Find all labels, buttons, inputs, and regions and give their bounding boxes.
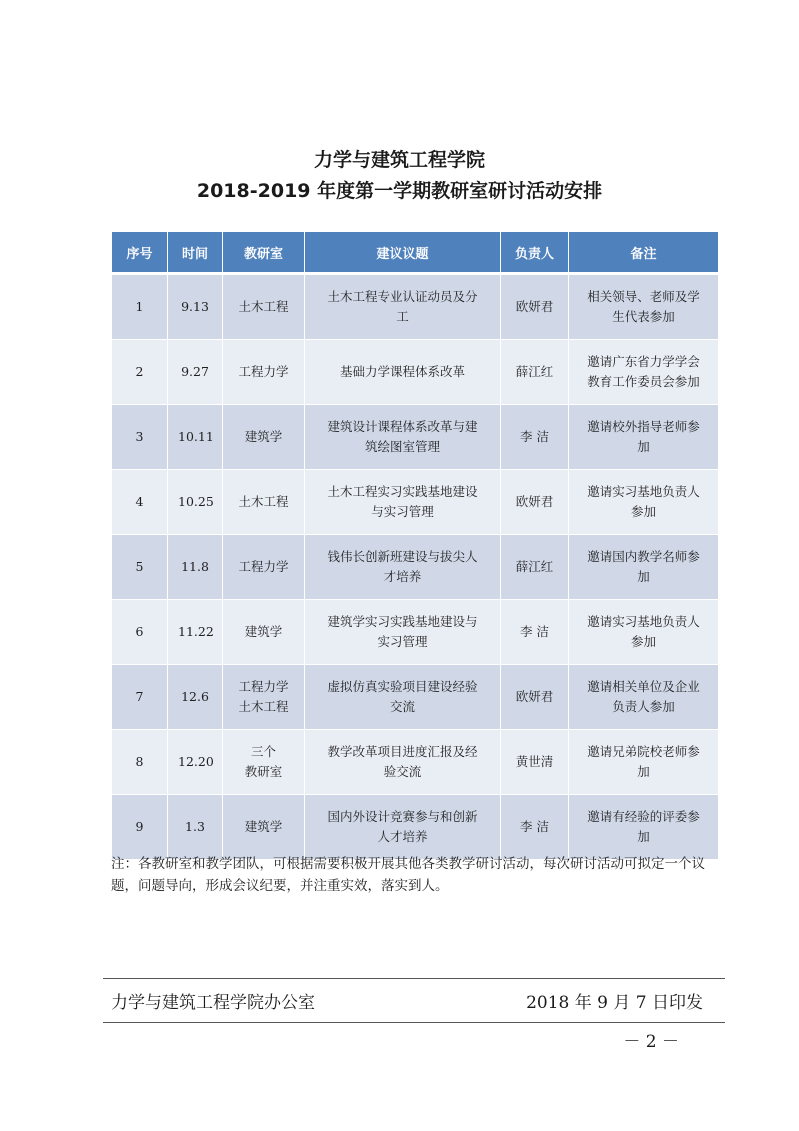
table-note: 注：各教研室和教学团队，可根据需要积极开展其他各类教学研讨活动，每次研讨活动可拟定一个议题，问题导向，形成会议纪要，并注重实效，落实到人。: [111, 856, 705, 894]
cell-remark: 邀请相关单位及企业 负责人参加: [569, 665, 719, 730]
cell-topic: 教学改革项目进度汇报及经 验交流: [305, 730, 501, 795]
cell-office: 工程力学: [223, 340, 305, 405]
cell-office: 工程力学 土木工程: [223, 665, 305, 730]
cell-owner: 李 洁: [501, 405, 569, 470]
cell-date: 12.20: [168, 730, 223, 795]
cell-remark: 邀请国内教学名师参 加: [569, 535, 719, 600]
cell-remark: 邀请实习基地负责人 参加: [569, 470, 719, 535]
cell-topic: 国内外设计竞赛参与和创新 人才培养: [305, 795, 501, 860]
cell-date: 11.22: [168, 600, 223, 665]
cell-remark: 相关领导、老师及学 生代表参加: [569, 274, 719, 340]
table-row: [112, 470, 719, 535]
table-row: [112, 405, 719, 470]
page-number: － 2 －: [623, 1032, 679, 1052]
footer-top-rule: [103, 978, 725, 979]
cell-owner: 黄世清: [501, 730, 569, 795]
cell-no: 1: [112, 274, 168, 340]
table-row: [112, 535, 719, 600]
table-row: [112, 730, 719, 795]
cell-date: 11.8: [168, 535, 223, 600]
table-row: [112, 274, 719, 340]
cell-office: 建筑学: [223, 405, 305, 470]
cell-owner: 薛江红: [501, 340, 569, 405]
cell-date: 10.25: [168, 470, 223, 535]
table-row: [112, 340, 719, 405]
cell-remark: 邀请有经验的评委参 加: [569, 795, 719, 860]
cell-topic: 基础力学课程体系改革: [305, 340, 501, 405]
header-owner: 负责人: [501, 232, 569, 274]
header-remark: 备注: [569, 232, 719, 274]
header-date: 时间: [168, 232, 223, 274]
cell-owner: 欧妍君: [501, 665, 569, 730]
cell-topic: 建筑设计课程体系改革与建 筑绘图室管理: [305, 405, 501, 470]
cell-topic: 建筑学实习实践基地建设与 实习管理: [305, 600, 501, 665]
document-title: 力学与建筑工程学院: [313, 149, 485, 171]
cell-remark: 邀请校外指导老师参 加: [569, 405, 719, 470]
cell-remark: 邀请兄弟院校老师参 加: [569, 730, 719, 795]
cell-owner: 李 洁: [501, 795, 569, 860]
cell-office: 建筑学: [223, 600, 305, 665]
table-row: [112, 600, 719, 665]
cell-no: 7: [112, 665, 168, 730]
header-topic: 建议议题: [305, 232, 501, 274]
footer-bottom-rule: [103, 1022, 725, 1023]
footer-issuer: 力学与建筑工程学院办公室: [111, 993, 315, 1013]
cell-office: 土木工程: [223, 274, 305, 340]
cell-topic: 土木工程专业认证动员及分 工: [305, 274, 501, 340]
cell-owner: 欧妍君: [501, 470, 569, 535]
cell-no: 9: [112, 795, 168, 860]
cell-date: 12.6: [168, 665, 223, 730]
document-subtitle: 2018-2019 年度第一学期教研室研讨活动安排: [196, 180, 603, 202]
cell-owner: 薛江红: [501, 535, 569, 600]
cell-no: 4: [112, 470, 168, 535]
cell-no: 5: [112, 535, 168, 600]
table-header-row: [112, 232, 719, 274]
cell-no: 8: [112, 730, 168, 795]
table-row: [112, 665, 719, 730]
cell-no: 6: [112, 600, 168, 665]
cell-no: 3: [112, 405, 168, 470]
footer-date: 2018 年 9 月 7 日印发: [526, 993, 703, 1013]
cell-no: 2: [112, 340, 168, 405]
cell-date: 10.11: [168, 405, 223, 470]
header-office: 教研室: [223, 232, 305, 274]
cell-remark: 邀请广东省力学学会 教育工作委员会参加: [569, 340, 719, 405]
cell-owner: 欧妍君: [501, 274, 569, 340]
cell-owner: 李 洁: [501, 600, 569, 665]
cell-date: 1.3: [168, 795, 223, 860]
cell-remark: 邀请实习基地负责人 参加: [569, 600, 719, 665]
cell-office: 建筑学: [223, 795, 305, 860]
cell-date: 9.27: [168, 340, 223, 405]
table-row: [112, 795, 719, 860]
cell-topic: 虚拟仿真实验项目建设经验 交流: [305, 665, 501, 730]
cell-office: 工程力学: [223, 535, 305, 600]
cell-date: 9.13: [168, 274, 223, 340]
header-no: 序号: [112, 232, 168, 274]
cell-office: 三个 教研室: [223, 730, 305, 795]
schedule-table: [111, 231, 719, 860]
cell-topic: 土木工程实习实践基地建设 与实习管理: [305, 470, 501, 535]
cell-office: 土木工程: [223, 470, 305, 535]
cell-topic: 钱伟长创新班建设与拔尖人 才培养: [305, 535, 501, 600]
